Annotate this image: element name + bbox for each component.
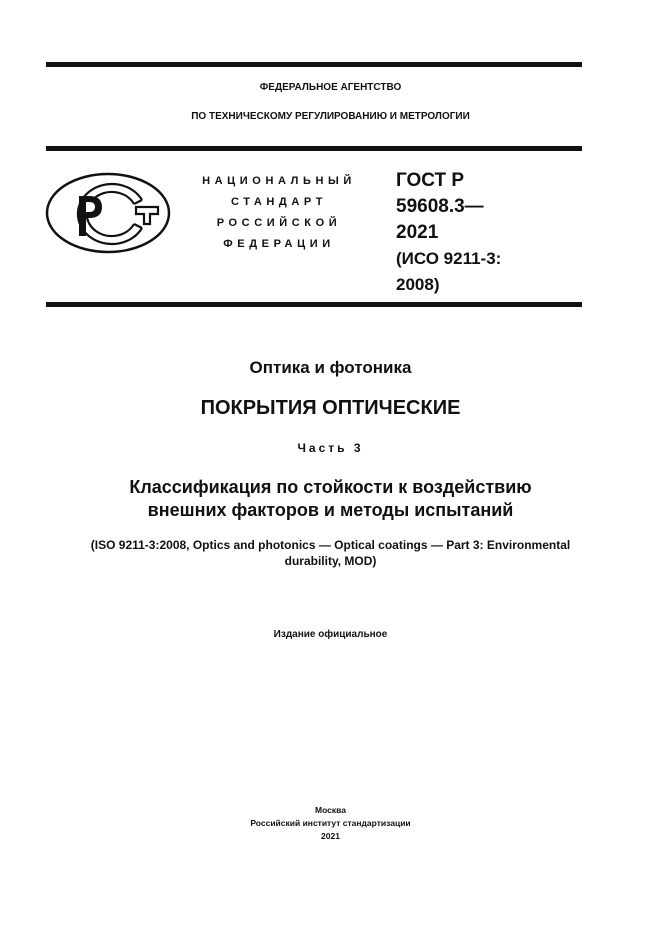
designation-iso-line: 2008) (396, 275, 440, 294)
document-subtitle (0, 476, 661, 522)
rst-certification-mark-icon (44, 170, 172, 256)
iso-reference-line2: durability, MOD) (284, 554, 377, 568)
standard-type-line: НАЦИОНАЛЬНЫЙ (202, 175, 356, 187)
designation-line: 59608.3— (396, 196, 484, 217)
agency-name-line2: ПО ТЕХНИЧЕСКОМУ РЕГУЛИРОВАНИЮ И МЕТРОЛОГИИ (191, 111, 470, 122)
iso-reference (0, 537, 661, 569)
standard-type-line: ФЕДЕРАЦИИ (223, 238, 335, 250)
designation-divider-rule (46, 302, 582, 307)
imprint-block (0, 804, 661, 843)
document-title: ПОКРЫТИЯ ОПТИЧЕСКИЕ (200, 397, 461, 419)
iso-reference-line1: (ISO 9211-3:2008, Optics and photonics — Optical coatings — Part 3: Environmental (90, 538, 571, 552)
standard-designation (396, 168, 501, 298)
imprint-year: 2021 (321, 831, 340, 841)
imprint-city: Москва (315, 805, 346, 815)
imprint-publisher: Российский институт стандартизации (250, 818, 411, 828)
standard-type-block (186, 171, 372, 255)
subtitle-line1: Классификация по стойкости к воздействию (129, 477, 532, 497)
official-edition-label: Издание официальное (273, 629, 388, 640)
field-heading: Оптика и фотоника (249, 358, 412, 377)
standard-type-line: СТАНДАРТ (230, 196, 328, 208)
agency-name-line1: ФЕДЕРАЛЬНОЕ АГЕНТСТВО (259, 82, 402, 93)
standard-type-line: РОССИЙСКОЙ (216, 217, 342, 229)
top-rule (46, 62, 582, 67)
subtitle-line2: внешних факторов и методы испытаний (147, 500, 514, 520)
part-number: Часть 3 (297, 441, 364, 455)
designation-iso-line: (ИСО 9211-3: (396, 249, 502, 268)
designation-line: ГОСТ Р (396, 170, 465, 191)
header-divider-rule (46, 146, 582, 151)
designation-line: 2021 (396, 222, 439, 243)
